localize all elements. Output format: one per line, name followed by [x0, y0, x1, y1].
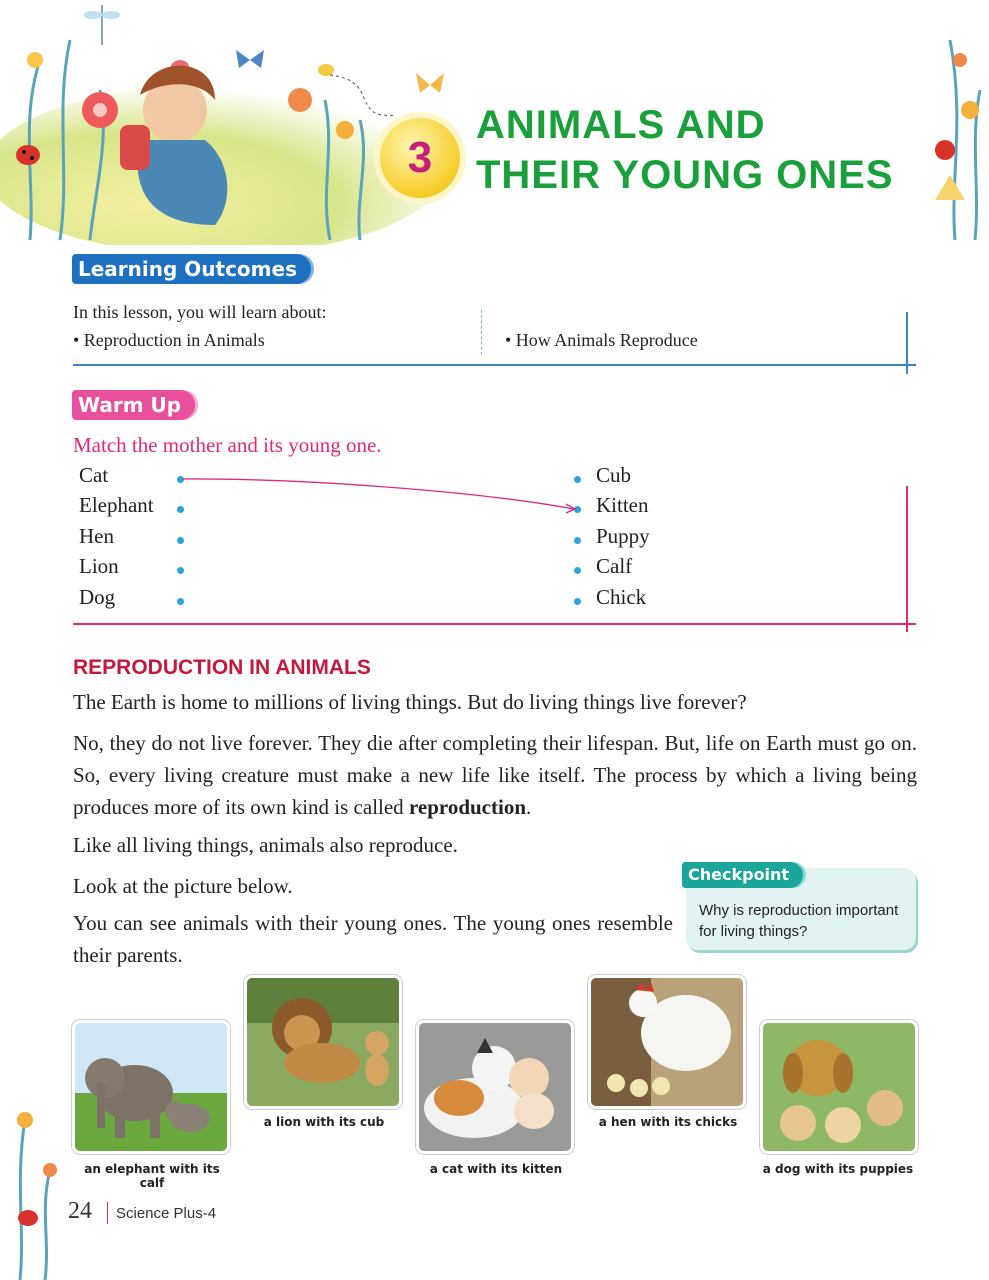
divider-line: [906, 486, 908, 632]
lion-image: [247, 978, 399, 1106]
match-dot[interactable]: [574, 537, 581, 544]
divider-line: [73, 364, 916, 366]
warm-up-tag: Warm Up: [72, 390, 195, 420]
paragraph: Look at the picture below.: [73, 874, 293, 898]
cat-image: [419, 1023, 571, 1151]
photo-hen: [588, 975, 746, 1109]
paragraph: Like all living things, animals also reproduce.: [73, 833, 458, 857]
column-divider: [481, 310, 482, 355]
paragraph-text: .: [526, 795, 532, 819]
photo-caption: a cat with its kitten: [429, 1162, 563, 1176]
learning-outcome-item: • Reproduction in Animals: [73, 330, 265, 350]
match-dot[interactable]: [177, 567, 184, 574]
dog-image: [763, 1023, 915, 1151]
section-heading: REPRODUCTION IN ANIMALS: [73, 656, 371, 679]
young-animal: Kitten: [596, 493, 649, 517]
match-line: [170, 470, 590, 520]
page-number: 24: [68, 1198, 92, 1224]
mother-animal: Elephant: [79, 493, 154, 517]
photo-caption: a dog with its puppies: [762, 1162, 914, 1176]
match-dot[interactable]: [574, 567, 581, 574]
mother-animal: Cat: [79, 463, 109, 487]
divider-line: [73, 623, 916, 625]
match-dot[interactable]: [574, 598, 581, 605]
paragraph-text: No, they do not live forever. They die after completing their lifespan. But, life on Earth must go on. So, every living creature must make a new life like itself. The process by which a living being produces more of its own kind is called: [73, 731, 917, 819]
photo-elephant: [72, 1020, 230, 1154]
learning-outcomes-tag: Learning Outcomes: [72, 254, 311, 284]
learning-outcome-item: • How Animals Reproduce: [505, 330, 698, 350]
photo-caption: an elephant with its calf: [84, 1162, 220, 1190]
young-animal: Puppy: [596, 524, 650, 548]
flower-decoration: [0, 1100, 70, 1280]
photo-caption: a lion with its cub: [263, 1115, 385, 1129]
hen-image: [591, 978, 743, 1106]
checkpoint-text: Why is reproduction important for living things?: [699, 902, 899, 940]
match-dot[interactable]: [177, 537, 184, 544]
key-term: reproduction: [408, 795, 527, 819]
checkpoint-tag: Checkpoint: [682, 862, 803, 888]
footer-divider: [107, 1202, 108, 1224]
young-animal: Cub: [596, 463, 632, 487]
chapter-title: [476, 100, 946, 200]
paragraph: [73, 727, 917, 823]
mother-animal: Dog: [79, 585, 116, 609]
paragraph: The Earth is home to millions of living things. But do living things live forever?: [73, 690, 747, 714]
photo-cat: [416, 1020, 574, 1154]
mother-animal: Lion: [79, 554, 119, 578]
chapter-title-line2: THEIR YOUNG ONES: [476, 153, 894, 197]
match-dot[interactable]: [177, 598, 184, 605]
young-animal: Calf: [596, 554, 633, 578]
photo-lion: [244, 975, 402, 1109]
photo-caption: a hen with its chicks: [598, 1115, 738, 1129]
learning-outcomes-intro: In this lesson, you will learn about:: [73, 302, 327, 322]
photo-dog: [760, 1020, 918, 1154]
warm-up-question: Match the mother and its young one.: [73, 433, 382, 457]
chapter-title-line1: ANIMALS AND: [476, 103, 766, 147]
book-title: Science Plus-4: [116, 1205, 217, 1222]
young-animal: Chick: [596, 585, 647, 609]
elephant-image: [75, 1023, 227, 1151]
paragraph: You can see animals with their young ones. The young ones resemble their parents.: [73, 911, 673, 967]
chapter-number: 3: [380, 118, 460, 198]
divider-line: [906, 312, 908, 374]
mother-animal: Hen: [79, 524, 114, 548]
